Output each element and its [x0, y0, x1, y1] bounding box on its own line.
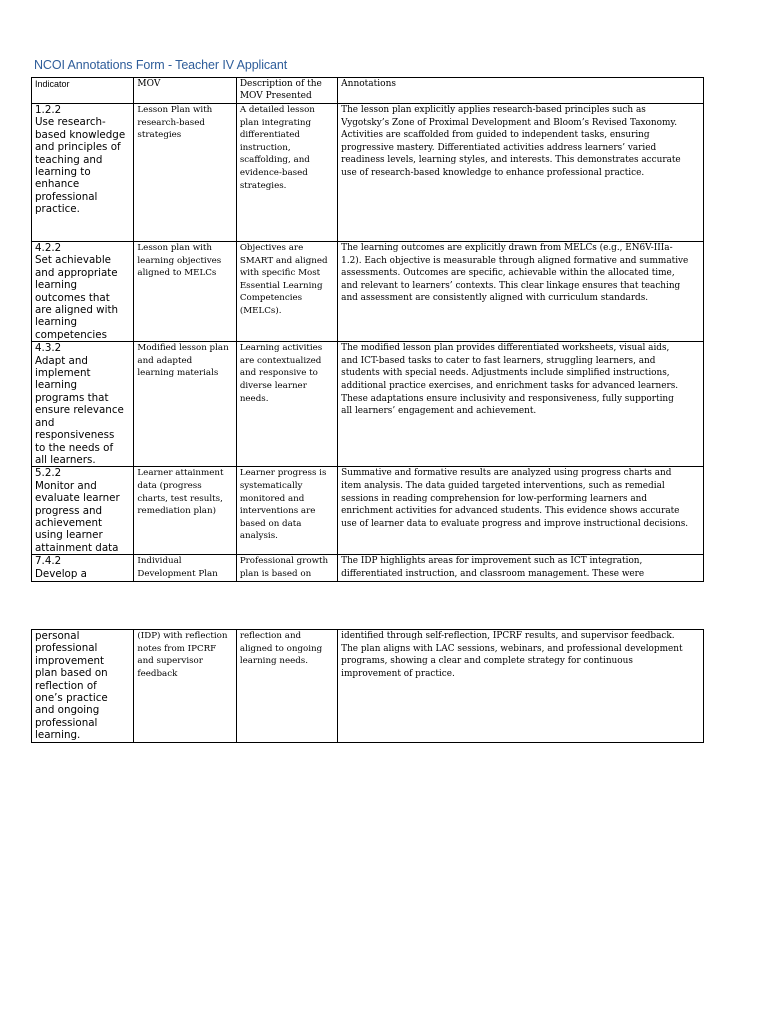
indicator-cell-line: professional	[35, 642, 98, 655]
annotation-cell-line: students with special needs. Adjustments include simplified instructions,	[341, 368, 670, 379]
indicator-cell	[32, 242, 134, 342]
indicator-cell-line: and	[35, 416, 55, 429]
table-row	[32, 342, 704, 467]
table-row	[32, 467, 704, 555]
table-row	[32, 242, 704, 342]
mov-cell	[134, 467, 236, 555]
mov-cell-line: Development Plan	[137, 568, 218, 579]
annotation-cell-line: The plan aligns with LAC sessions, webinars, and professional development	[341, 643, 683, 654]
description-cell-line: needs.	[239, 393, 269, 404]
annotation-cell	[338, 104, 704, 242]
description-cell-line: reflection and	[239, 631, 302, 641]
indicator-cell-line: learning	[35, 279, 78, 292]
annotation-cell-line: additional practice exercises, and enrichment tasks for advanced learners.	[341, 381, 679, 392]
indicator-cell-line: learning	[35, 379, 78, 392]
annotation-cell-line: use of research-based knowledge to enhance professional practice.	[341, 167, 645, 178]
description-cell	[236, 242, 337, 342]
indicator-cell-line: achievement	[35, 516, 103, 529]
indicator-cell-line: 5.2.2	[35, 467, 62, 480]
annotation-cell	[338, 555, 704, 582]
description-cell-line: A detailed lesson	[239, 105, 315, 115]
annotation-cell-line: sessions in reading comprehension for low-performing learners and	[341, 493, 648, 504]
description-cell	[236, 104, 337, 242]
indicator-cell-line: Use research-	[35, 116, 106, 129]
annotation-cell-line: assessments. Outcomes are specific, achievable within the allocated time,	[341, 268, 675, 279]
description-cell-line: instruction,	[239, 142, 291, 153]
indicator-cell-line: learning.	[35, 729, 81, 742]
indicator-cell-line: 4.3.2	[35, 342, 62, 355]
annotation-cell-line: 1.2). Each objective is measurable through aligned formative and summative	[341, 255, 689, 266]
mov-cell-line: strategies	[137, 130, 182, 141]
indicator-cell-line: Monitor and	[35, 479, 97, 492]
description-cell-line: diverse learner	[239, 381, 307, 392]
description-cell-line: based on data	[239, 518, 302, 529]
mov-cell-line: notes from IPCRF	[137, 643, 217, 654]
indicator-cell	[32, 342, 134, 467]
indicator-cell-line: programs that	[35, 391, 109, 404]
mov-cell-line: Modified lesson plan	[137, 343, 229, 354]
mov-cell-line: research-based	[137, 117, 205, 128]
form-title: NCOI Annotations Form - Teacher IV Applicant	[34, 58, 288, 72]
indicator-cell-line: are aligned with	[35, 304, 119, 317]
indicator-cell-line: competencies	[35, 328, 107, 341]
indicator-cell-line: 7.4.2	[35, 555, 62, 568]
description-cell-line: are contextualized	[239, 355, 322, 366]
indicator-cell-line: enhance	[35, 178, 80, 191]
indicator-cell-line: 1.2.2	[35, 104, 62, 116]
annotation-cell	[338, 242, 704, 342]
description-cell-line: monitored and	[239, 493, 305, 504]
indicator-cell-line: and appropriate	[35, 266, 118, 279]
indicator-cell-line: attainment data	[35, 541, 119, 554]
mov-cell-line: Lesson Plan with	[137, 105, 213, 115]
indicator-cell-line: based knowledge	[35, 128, 126, 141]
mov-cell-line: charts, test results,	[137, 493, 223, 504]
mov-cell-line: Learner attainment	[137, 468, 224, 479]
description-cell-line: plan integrating	[239, 117, 312, 128]
annotation-cell-line: The IDP highlights areas for improvement such as ICT integration,	[341, 556, 643, 567]
description-cell-line: SMART and aligned	[239, 255, 328, 266]
indicator-cell	[32, 555, 134, 582]
indicator-cell-line: and principles of	[35, 141, 121, 154]
indicator-cell	[32, 104, 134, 242]
description-cell-line: differentiated	[239, 130, 300, 141]
mov-cell-line: Lesson plan with	[137, 243, 212, 253]
indicator-cell-line: practice.	[35, 203, 80, 216]
annotation-cell-line: progressive mastery. Differentiated activities address learners’ varied	[341, 142, 657, 153]
annotation-cell-line: The lesson plan explicitly applies research-based principles such as	[341, 105, 646, 115]
annotation-cell-line: use of learner data to evaluate progress and improve instructional decisions.	[341, 518, 689, 529]
mov-cell-line: and adapted	[137, 355, 193, 366]
indicator-cell	[32, 630, 134, 743]
table-row	[32, 104, 704, 242]
description-cell-line: interventions are	[239, 506, 316, 517]
indicator-cell-line: reflection of	[35, 679, 97, 692]
description-cell-line: Learner progress is	[239, 468, 327, 479]
mov-cell-line: learning objectives	[137, 255, 222, 266]
description-cell	[236, 342, 337, 467]
description-cell-line: aligned to ongoing	[239, 643, 323, 654]
description-cell-line: and responsive to	[239, 368, 318, 379]
mov-cell-line: data (progress	[137, 480, 202, 491]
annotation-cell-line: programs, showing a clear and complete strategy for continuous	[341, 656, 633, 667]
annotations-table	[31, 77, 704, 582]
indicator-cell-line: professional	[35, 190, 98, 203]
description-cell-line: learning needs.	[239, 656, 309, 667]
indicator-cell-line: all learners.	[35, 453, 96, 466]
indicator-cell-line: teaching and	[35, 153, 103, 166]
mov-cell-line: learning materials	[137, 368, 219, 379]
description-cell	[236, 555, 337, 582]
description-cell	[236, 630, 337, 743]
mov-cell	[134, 630, 236, 743]
description-cell-line: plan is based on	[239, 568, 312, 579]
annotation-cell	[338, 630, 704, 743]
annotation-cell	[338, 467, 704, 555]
mov-cell-line: (IDP) with reflection	[137, 631, 228, 641]
annotation-cell-line: identified through self-reflection, IPCRF results, and supervisor feedback.	[341, 631, 675, 641]
indicator-cell-line: and ongoing	[35, 704, 100, 717]
description-cell-line: Professional growth	[239, 556, 329, 567]
indicator-cell	[32, 467, 134, 555]
indicator-cell-line: using learner	[35, 529, 103, 542]
indicator-cell-line: responsiveness	[35, 429, 115, 442]
mov-cell-line: feedback	[137, 668, 178, 679]
description-cell-line: Objectives are	[239, 243, 304, 253]
annotation-cell-line: differentiated instruction, and classroom management. These were	[341, 568, 645, 579]
description-cell-line: systematically	[239, 480, 303, 491]
annotation-cell-line: improvement of practice.	[341, 668, 455, 679]
annotation-cell-line: enrichment activities for advanced students. This evidence shows accurate	[341, 506, 680, 517]
indicator-cell-line: learning	[35, 316, 78, 329]
mov-cell	[134, 342, 236, 467]
table-row	[32, 555, 704, 582]
mov-cell-line: aligned to MELCs	[137, 268, 217, 279]
annotation-cell-line: all learners’ engagement and achievement.	[341, 406, 537, 417]
indicator-cell-line: personal	[35, 630, 80, 642]
annotation-cell-line: The learning outcomes are explicitly drawn from MELCs (e.g., EN6V-IIIa-	[341, 243, 673, 253]
header-description: Description of the MOV Presented	[236, 78, 337, 104]
annotations-table-continued	[31, 629, 704, 743]
indicator-cell-line: evaluate learner	[35, 492, 120, 505]
indicator-cell-line: outcomes that	[35, 291, 110, 304]
mov-cell-line: and supervisor	[137, 656, 203, 667]
annotation-cell-line: and relevant to learners’ contexts. This clear linkage ensures that teaching	[341, 280, 681, 291]
description-cell-line: (MELCs).	[239, 305, 282, 316]
annotation-cell-line: Summative and formative results are analyzed using progress charts and	[341, 468, 672, 479]
annotation-cell-line: and assessment are consistently aligned with curriculum standards.	[341, 293, 649, 304]
header-indicator: Indicator	[32, 78, 134, 104]
indicator-cell-line: implement	[35, 367, 91, 380]
indicator-cell-line: to the needs of	[35, 441, 114, 454]
annotation-cell-line: These adaptations ensure inclusivity and responsiveness, fully supporting	[341, 393, 674, 404]
header-row	[32, 78, 704, 104]
mov-cell	[134, 104, 236, 242]
indicator-cell-line: improvement	[35, 654, 105, 667]
indicator-cell-line: learning to	[35, 166, 91, 179]
indicator-cell-line: Adapt and	[35, 354, 88, 367]
indicator-cell-line: Develop a	[35, 567, 87, 580]
annotation-cell-line: Activities are scaffolded from guided to independent tasks, ensuring	[341, 130, 650, 141]
description-cell	[236, 467, 337, 555]
description-cell-line: strategies.	[239, 180, 287, 191]
annotation-cell-line: readiness levels, learning styles, and interests. This demonstrates accurate	[341, 155, 681, 166]
description-cell-line: evidence-based	[239, 167, 308, 178]
indicator-cell-line: ensure relevance	[35, 404, 124, 417]
indicator-cell-line: one’s practice	[35, 692, 108, 705]
annotation-cell-line: and ICT-based tasks to cater to fast learners, struggling learners, and	[341, 355, 656, 366]
description-cell-line: scaffolding, and	[239, 155, 310, 166]
mov-cell	[134, 555, 236, 582]
header-annotations: Annotations	[338, 78, 704, 104]
annotation-cell-line: The modified lesson plan provides differentiated worksheets, visual aids,	[341, 343, 670, 354]
indicator-cell-line: 4.2.2	[35, 242, 62, 254]
annotation-cell-line: item analysis. The data guided targeted interventions, such as remedial	[341, 480, 665, 491]
indicator-cell-line: progress and	[35, 504, 103, 517]
annotation-cell-line: Vygotsky’s Zone of Proximal Development and Bloom’s Revised Taxonomy.	[341, 117, 678, 128]
header-mov: MOV	[134, 78, 236, 104]
description-cell-line: analysis.	[239, 531, 278, 542]
description-cell-line: with specific Most	[239, 268, 321, 279]
annotation-cell	[338, 342, 704, 467]
description-cell-line: Essential Learning	[239, 280, 323, 291]
indicator-cell-line: professional	[35, 716, 98, 729]
indicator-cell-line: Set achievable	[35, 254, 112, 267]
mov-cell-line: remediation plan)	[137, 506, 216, 517]
indicator-cell-line: plan based on	[35, 667, 108, 680]
description-cell-line: Learning activities	[239, 343, 323, 354]
mov-cell	[134, 242, 236, 342]
description-cell-line: Competencies	[239, 293, 303, 304]
mov-cell-line: Individual	[137, 556, 182, 567]
table-row-continued	[32, 630, 704, 743]
